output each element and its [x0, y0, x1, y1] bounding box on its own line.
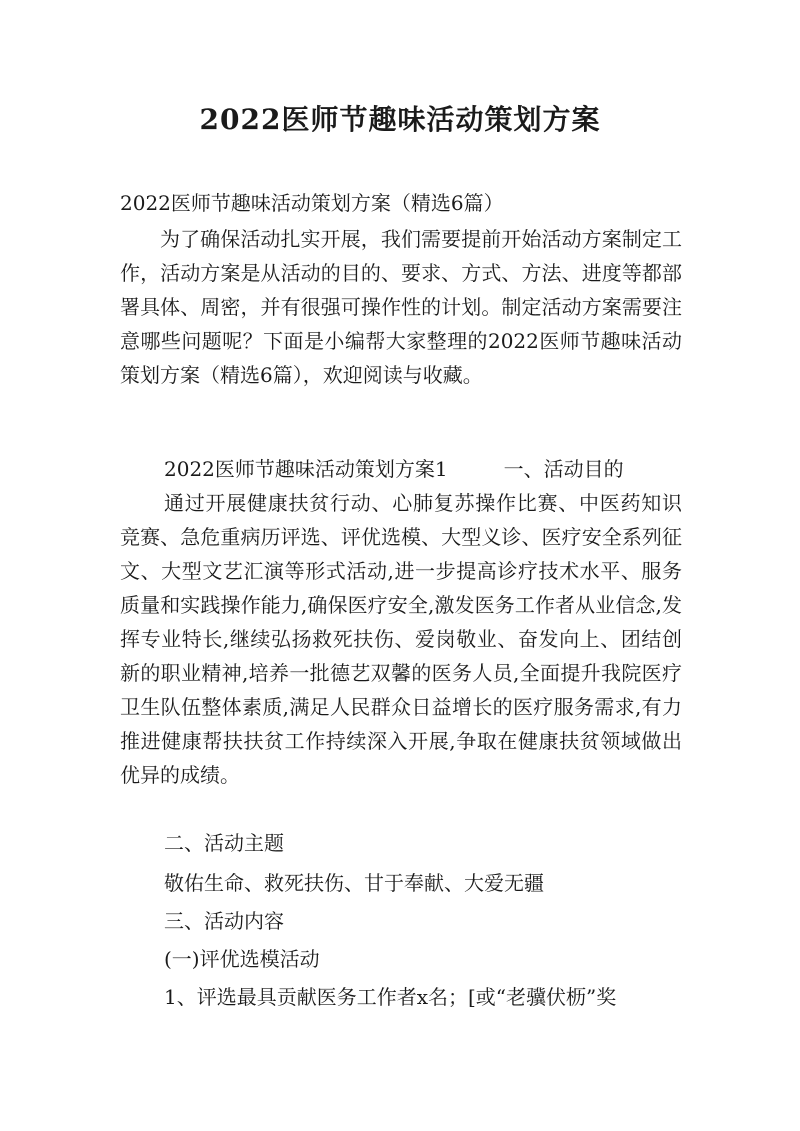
- intro-text: 为了确保活动扎实开展，我们需要提前开始活动方案制定工作，活动方案是从活动的目的、要求、方式、方法、进度等都部署具体、周密，并有很强可操作性的计划。制定活动方案需要注意哪些问题呢？下面是小编帮大家整理的2022医师节趣味活动策划方案（精选6篇），欢迎阅读与收藏。: [120, 227, 682, 387]
- plan1-heading: 2022医师节趣味活动策划方案1: [164, 457, 448, 481]
- section3-heading: 三、活动内容: [164, 909, 284, 933]
- subtitle-text: 2022医师节趣味活动策划方案（精选6篇）: [120, 191, 504, 215]
- section2-heading: 二、活动主题: [164, 831, 284, 855]
- document-subtitle: [120, 186, 682, 220]
- intro-paragraph: [120, 222, 682, 392]
- section2-text: 敬佑生命、救死扶伤、甘于奉献、大爱无疆: [164, 871, 544, 895]
- plan1-heading-line: [120, 452, 682, 486]
- sub1-heading: (一)评优选模活动: [164, 947, 320, 971]
- section1-heading: 一、活动目的: [503, 457, 624, 481]
- section1-paragraph: [120, 486, 682, 792]
- section1-text: 通过开展健康扶贫行动、心肺复苏操作比赛、中医药知识竞赛、急危重病历评选、评优选模、大型义诊、医疗安全系列征文、大型文艺汇演等形式活动,进一步提高诊疗技术水平、服务质量和实践操作能力,确保医疗安全,激发医务工作者从业信念,发挥专业特长,继续弘扬救死扶伤、爱岗敬业、奋发向上、团结创新的职业精神,培养一批德艺双馨的医务人员,全面提升我院医疗卫生队伍整体素质,满足人民群众日益增长的医疗服务需求,有力推进健康帮扶扶贫工作持续深入开展,争取在健康扶贫领域做出优异的成绩。: [120, 491, 682, 787]
- item1-text: 1、评选最具贡献医务工作者x名；[或“老骥伏枥”奖: [164, 985, 617, 1009]
- document-title: 2022医师节趣味活动策划方案: [199, 103, 601, 136]
